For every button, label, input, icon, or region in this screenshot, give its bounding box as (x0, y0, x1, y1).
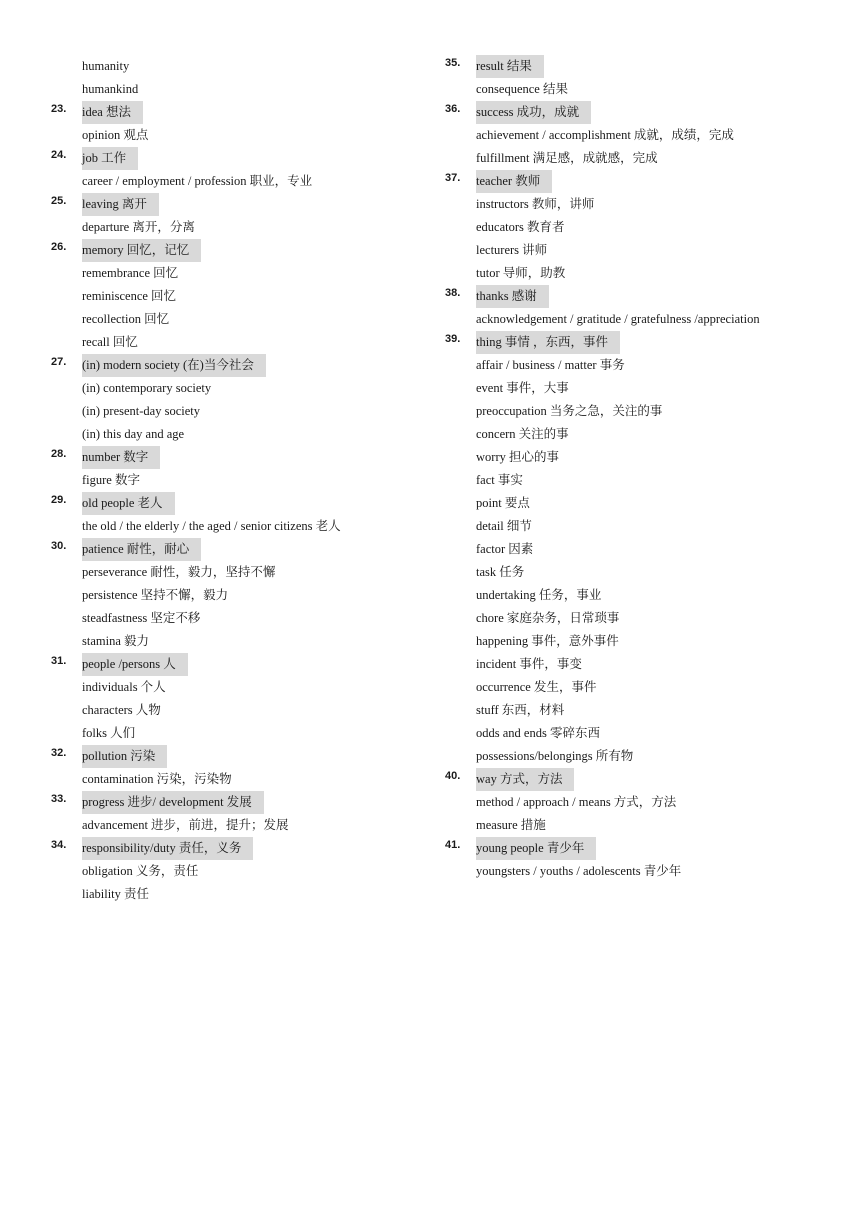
entry-heading (444, 55, 844, 78)
synonym-text: factor 因素 (476, 542, 534, 556)
heading-text: number 数字 (82, 446, 160, 469)
synonym-text: individuals 个人 (82, 680, 166, 694)
synonym-line (50, 768, 430, 791)
synonym-text: figure 数字 (82, 473, 140, 487)
entry-number: 39. (445, 333, 461, 345)
synonym-text: persistence 坚持不懈，毅力 (82, 588, 229, 602)
synonym-text: advancement 进步，前进，提升；发展 (82, 818, 289, 832)
synonym-text: stuff 东西，材料 (476, 703, 565, 717)
synonym-text: youngsters / youths / adolescents 青少年 (476, 864, 682, 878)
entry-heading (50, 791, 430, 814)
synonym-text: point 要点 (476, 496, 530, 510)
synonym-line (444, 239, 844, 262)
entry-heading (50, 837, 430, 860)
entry-heading (444, 837, 844, 860)
heading-text: teacher 教师 (476, 170, 552, 193)
synonym-line (50, 55, 430, 78)
synonym-line (50, 676, 430, 699)
synonym-line (444, 722, 844, 745)
entry-heading (50, 492, 430, 515)
entry-heading (444, 285, 844, 308)
heading-text: responsibility/duty 责任，义务 (82, 837, 253, 860)
synonym-line (50, 469, 430, 492)
heading-text: thing 事情 ，东西，事件 (476, 331, 620, 354)
synonym-text: consequence 结果 (476, 82, 568, 96)
synonym-text: affair / business / matter 事务 (476, 358, 625, 372)
synonym-text: recollection 回忆 (82, 312, 170, 326)
synonym-line (444, 423, 844, 446)
synonym-line (444, 308, 844, 331)
synonym-text: reminiscence 回忆 (82, 289, 177, 303)
synonym-line (50, 814, 430, 837)
synonym-text: task 任务 (476, 565, 525, 579)
entry-number: 23. (51, 103, 67, 115)
entry-number: 36. (445, 103, 461, 115)
synonym-line (444, 584, 844, 607)
entry-number: 37. (445, 172, 461, 184)
entry-heading (444, 101, 844, 124)
synonym-line (444, 469, 844, 492)
synonym-text: career / employment / profession 职业，专业 (82, 174, 313, 188)
synonym-text: remembrance 回忆 (82, 266, 179, 280)
entry-number: 27. (51, 356, 67, 368)
entry-heading (50, 101, 430, 124)
synonym-text: worry 担心的事 (476, 450, 559, 464)
synonym-text: instructors 教师，讲师 (476, 197, 595, 211)
heading-text: memory 回忆，记忆 (82, 239, 201, 262)
synonym-text: liability 责任 (82, 887, 150, 901)
synonym-line (444, 492, 844, 515)
synonym-line (50, 124, 430, 147)
entry-number: 41. (445, 839, 461, 851)
synonym-line (50, 722, 430, 745)
synonym-line (50, 78, 430, 101)
synonym-line (444, 354, 844, 377)
synonym-text: lecturers 讲师 (476, 243, 548, 257)
synonym-line (50, 883, 430, 906)
synonym-text: fulfillment 满足感，成就感，完成 (476, 151, 658, 165)
synonym-line (444, 400, 844, 423)
synonym-text: tutor 导师，助教 (476, 266, 566, 280)
synonym-text: method / approach / means 方式，方法 (476, 795, 677, 809)
synonym-line (50, 331, 430, 354)
synonym-text: (in) this day and age (82, 427, 185, 441)
synonym-line (444, 860, 844, 883)
synonym-line (444, 676, 844, 699)
synonym-text: fact 事实 (476, 473, 523, 487)
entry-number: 29. (51, 494, 67, 506)
synonym-line (444, 607, 844, 630)
synonym-text: perseverance 耐性，毅力，坚持不懈 (82, 565, 276, 579)
synonym-line (444, 377, 844, 400)
entry-heading (50, 446, 430, 469)
synonym-text: event 事件，大事 (476, 381, 569, 395)
synonym-line (444, 653, 844, 676)
entry-heading (50, 538, 430, 561)
synonym-text: occurrence 发生，事件 (476, 680, 597, 694)
synonym-line (444, 538, 844, 561)
heading-text: way 方式，方法 (476, 768, 574, 791)
synonym-line (444, 630, 844, 653)
synonym-line (444, 147, 844, 170)
heading-text: job 工作 (82, 147, 138, 170)
synonym-line (50, 561, 430, 584)
synonym-text: characters 人物 (82, 703, 161, 717)
synonym-text: (in) present-day society (82, 404, 201, 418)
synonym-text: (in) contemporary society (82, 381, 212, 395)
entry-heading (444, 768, 844, 791)
synonym-line (50, 170, 430, 193)
synonym-text: concern 关注的事 (476, 427, 569, 441)
entry-number: 40. (445, 770, 461, 782)
synonym-text: happening 事件，意外事件 (476, 634, 619, 648)
entry-number: 30. (51, 540, 67, 552)
synonym-line (50, 860, 430, 883)
synonym-line (444, 124, 844, 147)
synonym-text: recall 回忆 (82, 335, 138, 349)
synonym-text: incident 事件，事变 (476, 657, 582, 671)
synonym-text: the old / the elderly / the aged / senior citizens 老人 (82, 519, 341, 533)
heading-text: result 结果 (476, 55, 544, 78)
synonym-text: odds and ends 零碎东西 (476, 726, 600, 740)
synonym-text: humankind (82, 82, 139, 96)
synonym-text: obligation 义务，责任 (82, 864, 199, 878)
synonym-text: educators 教育者 (476, 220, 565, 234)
synonym-text: chore 家庭杂务，日常琐事 (476, 611, 620, 625)
synonym-text: humanity (82, 59, 130, 73)
synonym-line (50, 630, 430, 653)
synonym-text: steadfastness 坚定不移 (82, 611, 201, 625)
heading-text: pollution 污染 (82, 745, 167, 768)
entry-heading (50, 193, 430, 216)
synonym-text: measure 措施 (476, 818, 546, 832)
synonym-line (50, 423, 430, 446)
heading-text: leaving 离开 (82, 193, 159, 216)
synonym-text: folks 人们 (82, 726, 136, 740)
synonym-text: undertaking 任务，事业 (476, 588, 602, 602)
heading-text: progress 进步/ development 发展 (82, 791, 264, 814)
entry-heading (50, 354, 430, 377)
entry-heading (50, 745, 430, 768)
entry-heading (50, 239, 430, 262)
heading-text: (in) modern society (在)当今社会 (82, 354, 266, 377)
synonym-line (50, 400, 430, 423)
synonym-line (444, 193, 844, 216)
heading-text: idea 想法 (82, 101, 143, 124)
synonym-line (444, 216, 844, 239)
synonym-line (444, 745, 844, 768)
synonym-line (444, 699, 844, 722)
heading-text: old people 老人 (82, 492, 175, 515)
synonym-line (444, 78, 844, 101)
synonym-text: possessions/belongings 所有物 (476, 749, 634, 763)
heading-text: people /persons 人 (82, 653, 188, 676)
heading-text: success 成功，成就 (476, 101, 591, 124)
entry-number: 32. (51, 747, 67, 759)
synonym-line (50, 285, 430, 308)
synonym-text: achievement / accomplishment 成就，成绩，完成 (476, 128, 734, 142)
synonym-line (444, 561, 844, 584)
synonym-text: detail 细节 (476, 519, 532, 533)
entry-heading (50, 147, 430, 170)
synonym-line (50, 216, 430, 239)
entry-number: 28. (51, 448, 67, 460)
entry-heading (444, 170, 844, 193)
synonym-line (50, 262, 430, 285)
entry-number: 33. (51, 793, 67, 805)
entry-heading (444, 331, 844, 354)
entry-number: 24. (51, 149, 67, 161)
synonym-line (50, 377, 430, 400)
entry-number: 26. (51, 241, 67, 253)
entry-number: 25. (51, 195, 67, 207)
heading-text: young people 青少年 (476, 837, 596, 860)
synonym-text: contamination 污染，污染物 (82, 772, 232, 786)
synonym-line (50, 584, 430, 607)
synonym-line (444, 814, 844, 837)
synonym-line (444, 791, 844, 814)
entry-number: 35. (445, 57, 461, 69)
left-column (50, 55, 430, 906)
heading-text: thanks 感谢 (476, 285, 549, 308)
synonym-text: opinion 观点 (82, 128, 149, 142)
entry-heading (50, 653, 430, 676)
synonym-line (50, 607, 430, 630)
right-column (444, 55, 844, 883)
heading-text: patience 耐性，耐心 (82, 538, 201, 561)
synonym-text: departure 离开，分离 (82, 220, 195, 234)
entry-number: 34. (51, 839, 67, 851)
synonym-text: preoccupation 当务之急，关注的事 (476, 404, 663, 418)
synonym-line (50, 308, 430, 331)
synonym-line (444, 446, 844, 469)
synonym-text: stamina 毅力 (82, 634, 150, 648)
synonym-line (50, 515, 430, 538)
synonym-text: acknowledgement / gratitude / gratefulness /appreciation (476, 312, 760, 326)
entry-number: 31. (51, 655, 67, 667)
entry-number: 38. (445, 287, 461, 299)
synonym-line (444, 515, 844, 538)
synonym-line (444, 262, 844, 285)
synonym-line (50, 699, 430, 722)
